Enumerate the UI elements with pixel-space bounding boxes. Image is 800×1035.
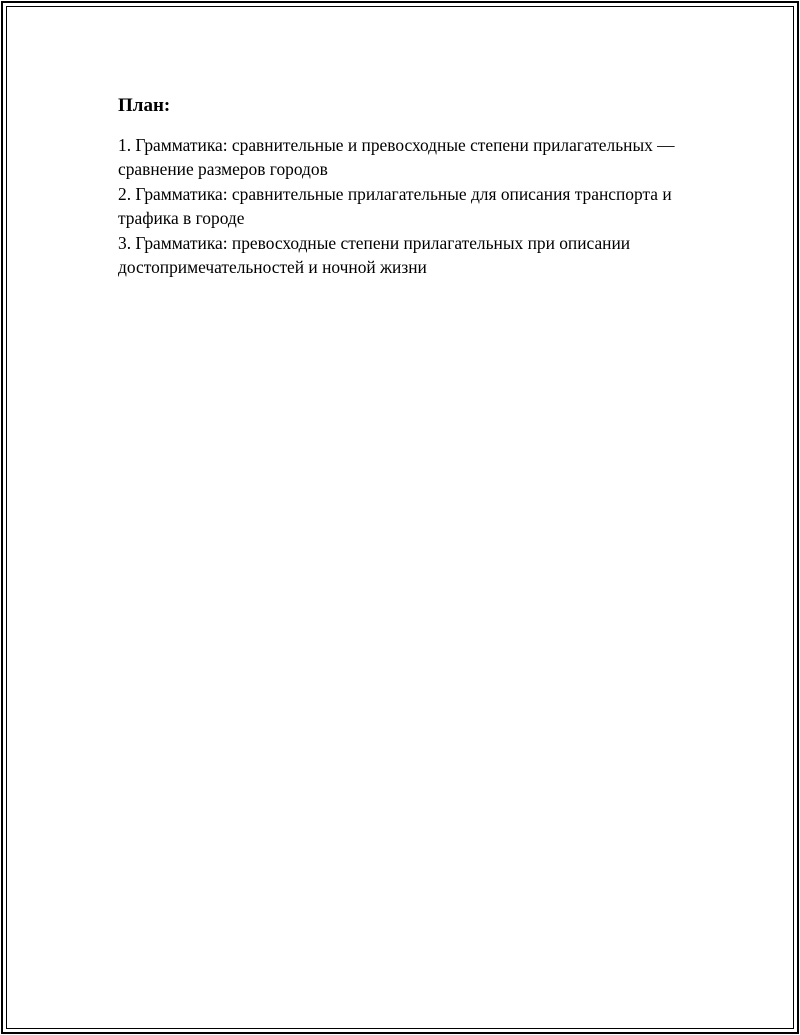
page-content (118, 93, 698, 279)
plan-item-3: 3. Грамматика: превосходные степени прилагательных при описании достопримечательностей и ночной жизни (118, 232, 631, 278)
plan-item-1: 1. Грамматика: сравнительные и превосходные степени прилагательных — сравнение размеров городов (118, 135, 675, 180)
plan-heading: План: (118, 95, 171, 116)
plan-item-2: 2. Грамматика: сравнительные прилагательные для описания транспорта и трафика в городе (118, 183, 672, 229)
plan-list (118, 133, 698, 279)
